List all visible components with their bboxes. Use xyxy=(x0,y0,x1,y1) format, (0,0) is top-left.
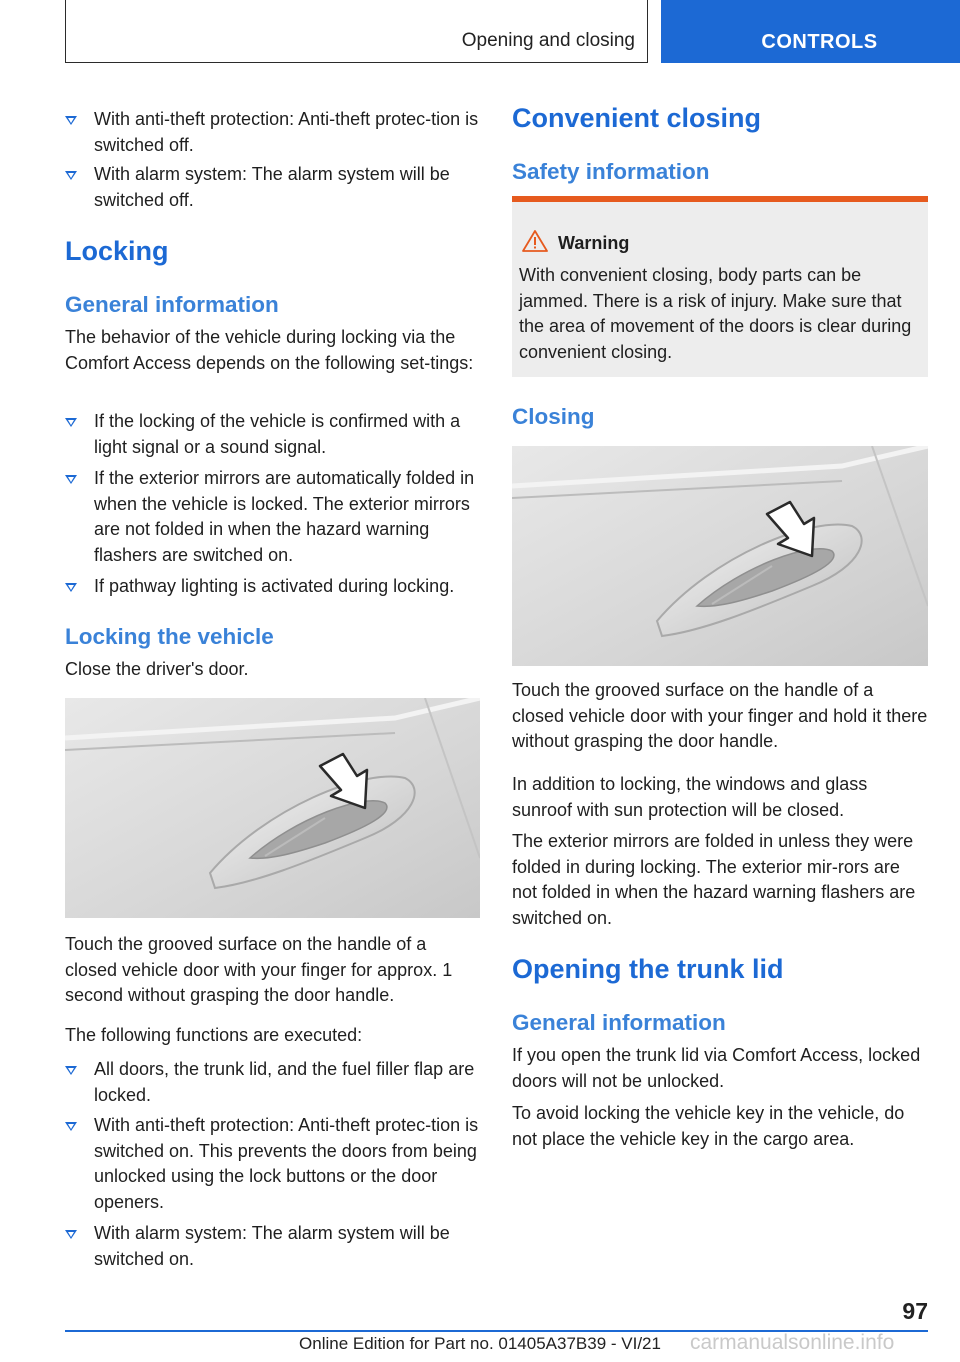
watermark: carmanualsonline.info xyxy=(690,1331,895,1354)
bullet-triangle-icon xyxy=(65,1122,77,1131)
warning-triangle-icon xyxy=(522,230,548,252)
header-chapter-label: CONTROLS xyxy=(761,31,878,53)
list-item xyxy=(65,1221,480,1272)
paragraph: If you open the trunk lid via Comfort Access, locked doors will not be unlocked. xyxy=(512,1045,921,1091)
list-item xyxy=(65,1057,480,1108)
heading-opening-trunk-lid: Opening the trunk lid xyxy=(512,954,784,984)
list-item-text: With alarm system: The alarm system will be switched on. xyxy=(94,1223,450,1269)
header-chapter-tab xyxy=(661,0,960,63)
paragraph: Touch the grooved surface on the handle of a closed vehicle door with your finger and hold it there without grasping the door handle. xyxy=(512,680,928,751)
heading-general-information: General information xyxy=(65,292,279,317)
heading-closing: Closing xyxy=(512,404,595,429)
list-item xyxy=(65,162,480,213)
bullet-triangle-icon xyxy=(65,583,77,592)
bullet-triangle-icon xyxy=(65,475,77,484)
door-handle-arrow-image xyxy=(65,698,480,918)
list-item xyxy=(65,466,480,568)
heading-locking: Locking xyxy=(65,236,169,266)
list-item xyxy=(65,574,480,600)
page-number: 97 xyxy=(902,1298,928,1324)
bullet-triangle-icon xyxy=(65,116,77,125)
heading-locking-vehicle: Locking the vehicle xyxy=(65,624,274,649)
warning-box xyxy=(512,196,928,377)
warning-text: With convenient closing, body parts can be jammed. There is a risk of injury. Make sure that the area of movement of the doors is clear during convenient closing. xyxy=(519,265,912,362)
door-handle-arrow-image xyxy=(512,446,928,666)
list-item xyxy=(65,409,480,460)
list-item-text: All doors, the trunk lid, and the fuel filler flap are locked. xyxy=(94,1059,475,1105)
paragraph: In addition to locking, the windows and glass sunroof with sun protection will be closed. xyxy=(512,774,868,820)
list-item xyxy=(65,107,480,158)
heading-trunk-general-information: General information xyxy=(512,1010,726,1035)
heading-safety-information: Safety information xyxy=(512,159,710,184)
bullet-triangle-icon xyxy=(65,171,77,180)
list-item-text: If the exterior mirrors are automatically folded in when the vehicle is locked. The exterior mirrors are not folded in when the hazard warning flashers are switched on. xyxy=(94,468,475,565)
list-item-text: If the locking of the vehicle is confirmed with a light signal or a sound signal. xyxy=(94,411,461,457)
footer-edition: Online Edition for Part no. 01405A37B39 - VI/21 xyxy=(299,1334,661,1353)
bullet-triangle-icon xyxy=(65,1066,77,1075)
paragraph-general: The behavior of the vehicle during locking via the Comfort Access depends on the following set-tings: xyxy=(65,327,474,373)
list-item-text: With anti-theft protection: Anti-theft protec-tion is switched off. xyxy=(94,109,479,155)
bullet-triangle-icon xyxy=(65,1230,77,1239)
paragraph-functions: The following functions are executed: xyxy=(65,1025,363,1045)
header-section-title: Opening and closing xyxy=(461,30,635,51)
paragraph-close-door: Close the driver's door. xyxy=(65,659,249,679)
header-section-box xyxy=(65,0,648,63)
paragraph: To avoid locking the vehicle key in the vehicle, do not place the vehicle key in the cargo area. xyxy=(512,1103,905,1149)
heading-convenient-closing: Convenient closing xyxy=(512,103,762,133)
bullet-triangle-icon xyxy=(65,418,77,427)
paragraph-touch: Touch the grooved surface on the handle of a closed vehicle door with your finger for approx. 1 second without grasping the door handle. xyxy=(65,934,453,1005)
list-item-text: If pathway lighting is activated during locking. xyxy=(94,576,455,596)
paragraph: The exterior mirrors are folded in unless they were folded in during locking. The exterior mir-rors are not folded in when the hazard warning flashers are switched on. xyxy=(512,831,916,928)
list-item-text: With alarm system: The alarm system will be switched off. xyxy=(94,164,450,210)
warning-title: Warning xyxy=(558,233,630,253)
list-item xyxy=(65,1113,480,1215)
list-item-text: With anti-theft protection: Anti-theft protec-tion is switched on. This prevents the doors from being unlocked using the lock buttons or the door openers. xyxy=(94,1115,479,1212)
